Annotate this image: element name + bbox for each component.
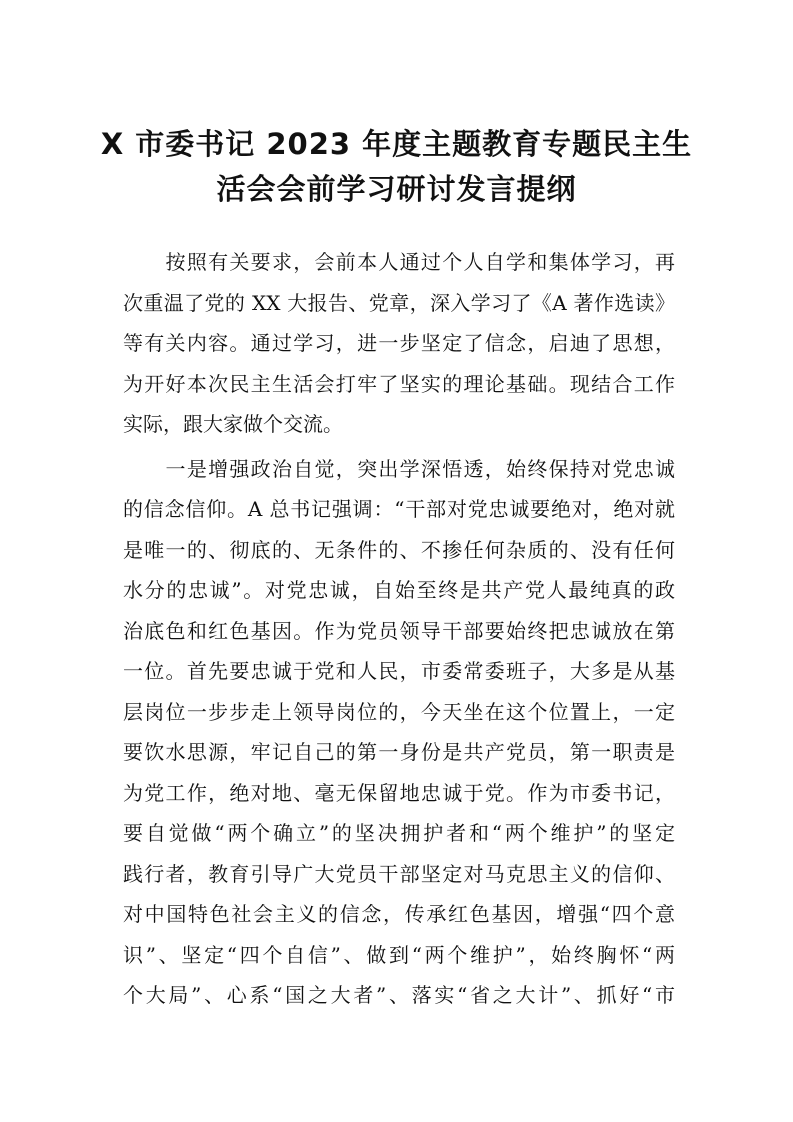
- paragraph-line: 要饮水思源，牢记自己的第一身份是共产党员，第一职责是: [123, 740, 675, 764]
- paragraph-line: 治底色和红色基因。作为党员领导干部要始终把忠诚放在第: [123, 618, 675, 643]
- paragraph-line: 的信念信仰。A 总书记强调：“干部对党忠诚要绝对，绝对就: [123, 497, 675, 521]
- paragraph-line: 水分的忠诚”。对党忠诚，自始至终是共产党人最纯真的政: [123, 578, 675, 602]
- document-title-line-1: X 市委书记 2023 年度主题教育专题民主生: [100, 127, 693, 161]
- paragraph-line: 一位。首先要忠诚于党和人民，市委常委班子，大多是从基: [123, 659, 675, 683]
- paragraph-line: 识”、坚定“四个自信”、做到“两个维护”，始终胸怀“两: [123, 942, 675, 967]
- paragraph-line: 对中国特色社会主义的信念，传承红色基因，增强“四个意: [123, 902, 675, 926]
- paragraph-line: 个大局”、心系“国之大者”、落实“省之大计”、抓好“市: [123, 983, 675, 1007]
- document-title-line-2: 活会会前学习研讨发言提纲: [216, 172, 577, 206]
- paragraph-line: 践行者，教育引导广大党员干部坚定对马克思主义的信仰、: [123, 861, 675, 886]
- paragraph-line: 为开好本次民主生活会打牢了坚实的理论基础。现结合工作: [123, 371, 675, 396]
- paragraph-line: 等有关内容。通过学习，进一步坚定了信念，启迪了思想，: [123, 331, 675, 355]
- paragraph-intro: [123, 242, 675, 445]
- paragraph-line: 实际，跟大家做个交流。: [123, 412, 343, 436]
- paragraph-line: 为党工作，绝对地、毫无保留地忠诚于党。作为市委书记，: [123, 780, 675, 805]
- paragraph-line: 层岗位一步步走上领导岗位的，今天坐在这个位置上，一定: [123, 699, 675, 724]
- document-body: [123, 242, 675, 1016]
- paragraph-point-one: [123, 449, 675, 1016]
- paragraph-line: 要自觉做“两个确立”的坚决拥护者和“两个维护”的坚定: [123, 821, 675, 845]
- paragraph-line: 是唯一的、彻底的、无条件的、不掺任何杂质的、没有任何: [123, 537, 675, 562]
- paragraph-line: 次重温了党的 XX 大报告、党章，深入学习了《A 著作选读》: [123, 290, 675, 315]
- paragraph-line: 一是增强政治自觉，突出学深悟透，始终保持对党忠诚: [123, 456, 675, 481]
- paragraph-line: 按照有关要求，会前本人通过个人自学和集体学习，再: [123, 250, 675, 274]
